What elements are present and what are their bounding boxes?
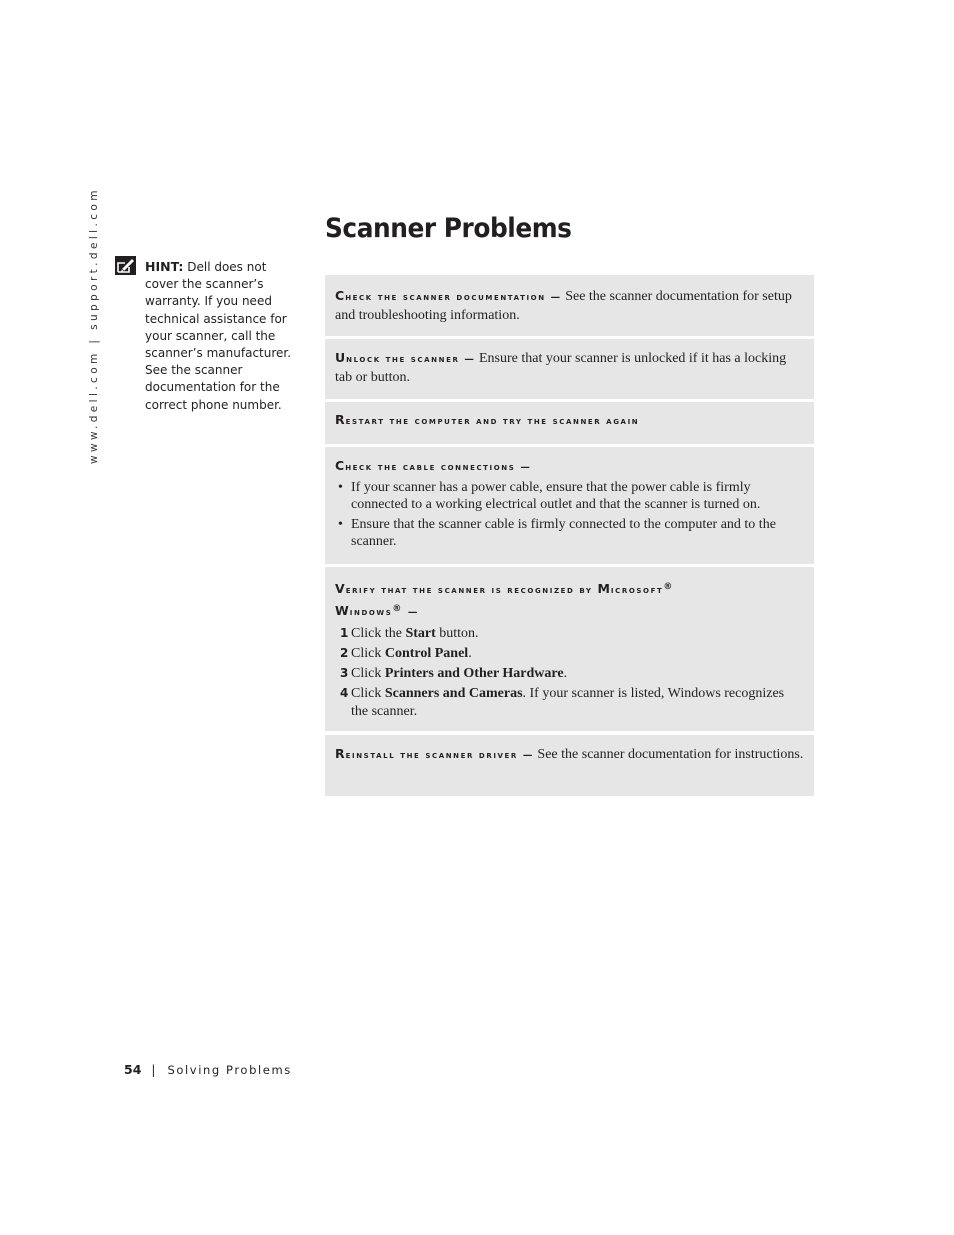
bullet-list: [335, 479, 804, 551]
list-item: • Ensure that the scanner cable is firmly connected to the computer and to the scanner.: [335, 516, 804, 551]
section-verify-windows: [325, 567, 814, 731]
hint-note: [145, 258, 295, 414]
section-text: See the scanner documentation for setup and troubleshooting information.: [335, 289, 792, 323]
section-heading: Verify that the scanner is recognized by Microsoft® Windows® —: [335, 581, 674, 619]
page-number: 54: [124, 1062, 142, 1077]
section-unlock-scanner: [325, 339, 814, 399]
list-item: 4 Click Scanners and Cameras. If your scanner is listed, Windows recognizes the scanner.: [340, 686, 785, 719]
list-item: • If your scanner has a power cable, ensure that the power cable is firmly connected to a working electrical outlet and that the scanner is turned on.: [335, 479, 804, 514]
section-restart-computer: [325, 402, 814, 444]
list-item: 2 Click Control Panel.: [340, 646, 472, 662]
section-check-documentation: [325, 275, 814, 336]
section-text: Ensure that your scanner is unlocked if it has a locking tab or button.: [335, 351, 787, 385]
section-heading: Restart the computer and try the scanner again: [335, 412, 640, 427]
section-text: See the scanner documentation for instructions.: [533, 747, 804, 762]
section-reinstall-driver: [325, 735, 814, 796]
section-check-cables: [325, 447, 814, 564]
section-heading: Check the cable connections —: [335, 458, 532, 473]
footer-separator: |: [151, 1063, 156, 1077]
steps-list: [335, 625, 804, 720]
pencil-note-icon: [115, 256, 136, 275]
section-heading: Reinstall the scanner driver —: [335, 746, 534, 761]
page-title: Scanner Problems: [325, 213, 572, 244]
hint-label: HINT:: [145, 259, 184, 274]
list-item: 3 Click Printers and Other Hardware.: [340, 666, 568, 682]
sidebar-url: www.dell.com | support.dell.com: [88, 187, 100, 464]
page-footer: [124, 1062, 292, 1077]
hint-text: Dell does not cover the scanner’s warranty. If you need technical assistance for your scanner, call the scanner’s manufacturer. See the scanner documentation for the correct phone number.: [145, 260, 292, 412]
list-item: 1 Click the Start button.: [340, 626, 479, 642]
section-heading: Unlock the scanner —: [335, 350, 476, 365]
section-heading: Check the scanner documentation —: [335, 288, 562, 303]
footer-section-title: Solving Problems: [167, 1063, 292, 1077]
